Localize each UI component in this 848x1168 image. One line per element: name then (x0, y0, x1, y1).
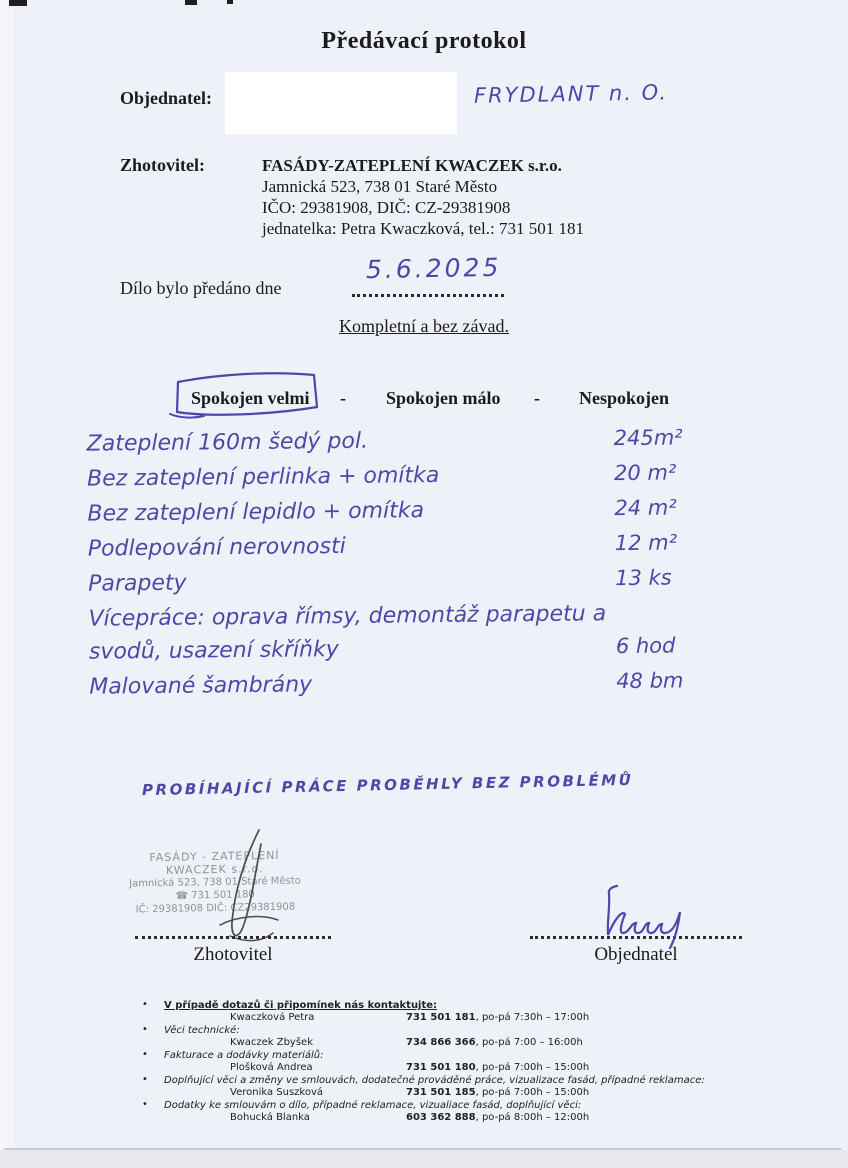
contact-row (230, 1062, 798, 1074)
contact-topic: Věci technické: (164, 1025, 240, 1036)
stamp-line: KWACZEK s.r.o. (165, 862, 264, 877)
page-edge-shadow (0, 1150, 848, 1168)
contact-phone: 734 866 366 (406, 1037, 476, 1048)
contact-topic: Fakturace a dodávky materiálů: (164, 1050, 324, 1061)
option-spokojen-malo: Spokojen málo (386, 388, 501, 408)
stamp-line: Jamnická 523, 738 01 Staré Město (129, 875, 301, 890)
work-item-description: Malované šambrány (89, 672, 313, 700)
work-item-description: Bez zateplení perlinka + omítka (86, 462, 440, 492)
zhotovitel-label: Zhotovitel: (120, 155, 205, 175)
objednatel-signature (592, 880, 707, 950)
handover-date-handwritten: 5.6.2025 (365, 252, 502, 285)
work-item-row (87, 455, 787, 495)
footer-contacts (118, 1000, 798, 1125)
contact-name: Bohucká Blanka (230, 1112, 310, 1123)
work-item-description: Zateplení 160m šedý pol. (86, 428, 369, 457)
scan-artifact (227, 0, 233, 4)
contact-name: Kwaczek Zbyšek (230, 1037, 314, 1048)
contact-hours: , po-pá 7:00h – 15:00h (475, 1062, 590, 1073)
date-dotted-line (352, 294, 504, 297)
contact-hours: , po-pá 7:00h – 15:00h (475, 1087, 590, 1098)
work-item-description: Podlepování nerovnosti (87, 533, 346, 562)
contact-topic: Doplňující věci a změny ve smlouvách, dodatečné prováděné práce, vizualizace fasád, případné reklamace: (164, 1075, 705, 1086)
scan-artifact (9, 0, 27, 6)
bullet-icon: • (142, 1024, 148, 1035)
contact-row (230, 1112, 798, 1124)
work-item-row (88, 560, 788, 600)
objednatel-label: Objednatel: (120, 88, 212, 108)
contact-phone: 731 501 181 (406, 1012, 476, 1023)
contact-row (230, 1037, 798, 1049)
work-item-row (87, 490, 787, 530)
contact-hours: , po-pá 7:30h – 17:00h (475, 1012, 590, 1023)
work-item-quantity: 48 bm (616, 668, 684, 694)
bullet-icon: • (142, 1074, 148, 1085)
work-item-quantity: 245m² (613, 425, 683, 451)
contact-row (230, 1087, 798, 1099)
work-item-row (88, 595, 789, 668)
work-item-quantity: 20 m² (613, 460, 677, 486)
work-item-quantity: 12 m² (614, 530, 678, 556)
handwritten-note: PROBÍHAJÍCÍ PRÁCE PROBĚHLY BEZ PROBLÉMŮ (141, 770, 634, 800)
stamp-line: ☎ 731 501 180 (175, 889, 255, 902)
zhotovitel-signature-label: Zhotovitel (193, 944, 273, 965)
bullet-icon: • (142, 999, 148, 1010)
work-items-list (87, 420, 790, 705)
contact-topic: V případě dotazů či připomínek nás kontaktujte: (164, 1000, 438, 1011)
contact-name: Veronika Suszková (230, 1087, 324, 1098)
work-item-row (87, 420, 787, 460)
zhotovitel-contact: jednatelka: Petra Kwaczková, tel.: 731 501 181 (262, 219, 584, 238)
work-item-quantity: 13 ks (615, 565, 672, 591)
footer-contact-group (118, 1050, 798, 1074)
option-separator: - (534, 388, 540, 408)
document-title: Předávací protokol (321, 28, 527, 54)
contact-hours: , po-pá 8:00h – 12:00h (475, 1112, 590, 1123)
stamp-line: FASÁDY - ZATEPLENÍ (149, 848, 280, 865)
contact-phone: 731 501 185 (406, 1087, 476, 1098)
handover-date-label: Dílo bylo předáno dne (120, 278, 282, 298)
work-item-description: Bez zateplení lepidlo + omítka (87, 498, 425, 527)
zhotovitel-signature-line (135, 936, 331, 939)
contact-hours: , po-pá 7:00 – 16:00h (475, 1037, 583, 1048)
status-line: Kompletní a bez závad. (339, 316, 509, 336)
bullet-icon: • (142, 1049, 148, 1060)
work-item-description: Vícepráce: oprava římsy, demontáž parapetu a svodů, usazení skříňky (88, 601, 607, 665)
zhotovitel-company-name: FASÁDY-ZATEPLENÍ KWACZEK s.r.o. (262, 156, 562, 175)
work-item-row (88, 525, 788, 565)
zhotovitel-details (262, 155, 584, 239)
objednatel-handwritten-value: FRYDLANT n. O. (473, 80, 669, 108)
scan-artifact (185, 0, 197, 5)
contact-topic: Dodatky ke smlouvám o dílo, případné reklamace, vizualiace fasád, doplňující věci: (164, 1100, 582, 1111)
contact-phone: 603 362 888 (406, 1112, 476, 1123)
contact-phone: 731 501 180 (406, 1062, 476, 1073)
work-item-quantity: 6 hod (615, 633, 676, 659)
option-nespokojen: Nespokojen (579, 388, 670, 408)
stamp-line: IČ: 29381908 DIČ: CZ29381908 (135, 901, 296, 916)
bullet-icon: • (142, 1099, 148, 1110)
footer-contact-group (118, 1000, 798, 1024)
contact-name: Plošková Andrea (230, 1062, 313, 1073)
redaction-box (225, 72, 457, 134)
work-item-description: Parapety (88, 570, 187, 597)
option-separator: - (340, 388, 346, 408)
footer-contact-group (118, 1100, 798, 1124)
zhotovitel-address: Jamnická 523, 738 01 Staré Město (262, 177, 498, 196)
zhotovitel-signature (202, 826, 292, 951)
footer-contact-group (118, 1025, 798, 1049)
work-item-quantity: 24 m² (614, 495, 677, 521)
option-spokojen-velmi: Spokojen velmi (191, 388, 310, 408)
zhotovitel-ids: IČO: 29381908, DIČ: CZ-29381908 (262, 198, 511, 217)
footer-contact-group (118, 1075, 798, 1099)
contact-name: Kwaczková Petra (230, 1012, 315, 1023)
contact-row (230, 1012, 798, 1024)
objednatel-signature-label: Objednatel (594, 944, 678, 965)
work-item-row (89, 663, 789, 703)
